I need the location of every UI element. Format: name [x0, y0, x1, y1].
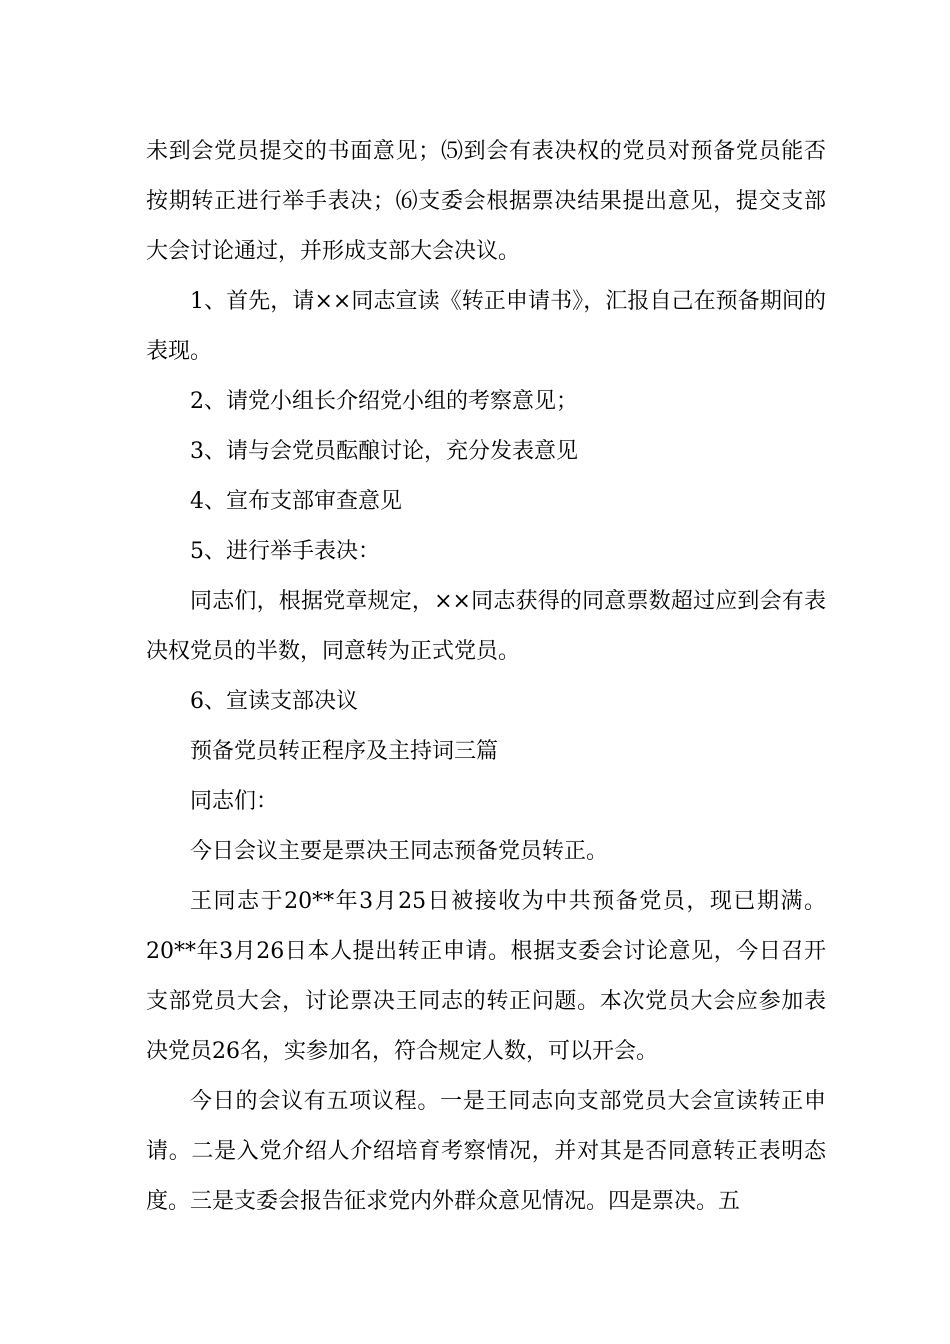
- paragraph-12: 王同志于20**年3月25日被接收为中共预备党员，现已期满。20**年3月26日本人提出转正申请。根据支委会讨论意见，今日召开支部党员大会，讨论票决王同志的转正问题。本次党员大会应参加表决党员26名，实参加名，符合规定人数，可以开会。: [146, 889, 826, 1064]
- paragraph-4: 3、请与会党员酝酿讨论，充分发表意见: [190, 439, 578, 464]
- paragraph-11: 今日会议主要是票决王同志预备党员转正。: [190, 839, 609, 864]
- paragraph-1: 未到会党员提交的书面意见；⑸到会有表决权的党员对预备党员能否按期转正进行举手表决；⑹支委会根据票决结果提出意见，提交支部大会讨论通过，并形成支部大会决议。: [146, 139, 826, 264]
- paragraph-8: 6、宣读支部决议: [190, 689, 358, 714]
- salutation: 同志们：: [190, 789, 279, 814]
- paragraph-2: 1、首先，请××同志宣读《转正申请书》，汇报自己在预备期间的表现。: [146, 289, 826, 364]
- paragraph-3: 2、请党小组长介绍党小组的考察意见；: [190, 389, 578, 414]
- paragraph-7: 同志们，根据党章规定，××同志获得的同意票数超过应到会有表决权党员的半数，同意转为正式党员。: [146, 589, 826, 664]
- section-title: 预备党员转正程序及主持词三篇: [190, 739, 499, 764]
- document-page: [146, 127, 826, 1227]
- paragraph-6: 5、进行举手表决：: [190, 539, 380, 564]
- paragraph-13: 今日的会议有五项议程。一是王同志向支部党员大会宣读转正申请。二是入党介绍人介绍培育考察情况，并对其是否同意转正表明态度。三是支委会报告征求党内外群众意见情况。四是票决。五: [146, 1089, 826, 1214]
- paragraph-5: 4、宣布支部审查意见: [190, 489, 402, 514]
